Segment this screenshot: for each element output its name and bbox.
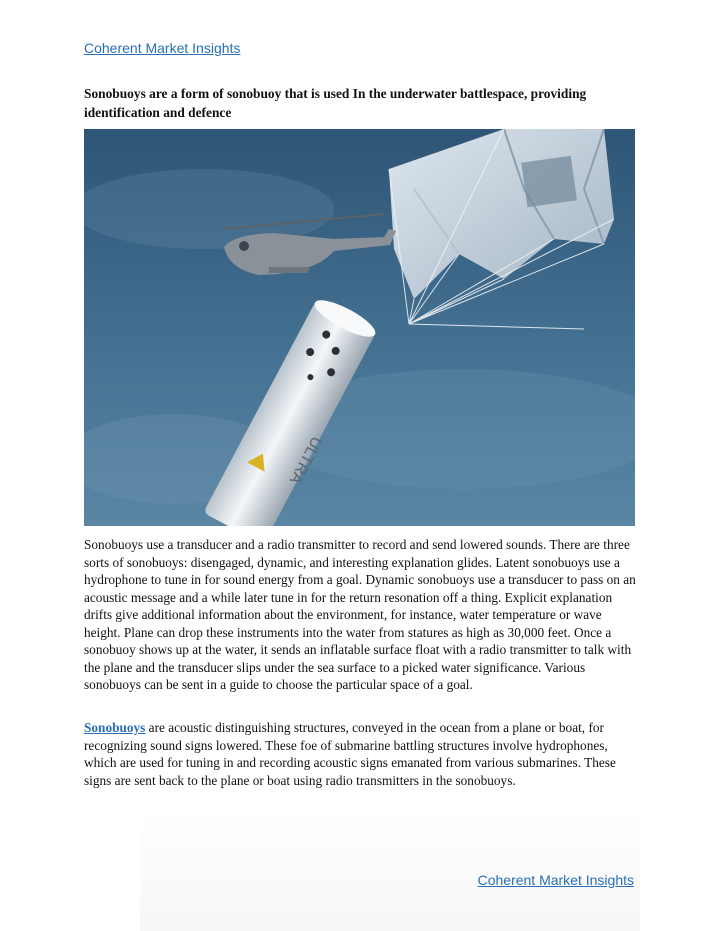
footer-link[interactable]: Coherent Market Insights [477,872,634,888]
page-background-shade [140,810,640,931]
buoy-marking: ULTRA [285,433,325,487]
sonobuoys-link[interactable]: Sonobuoys [84,720,146,735]
paragraph-1: Sonobuoys use a transducer and a radio transmitter to record and send lowered sounds. There are three sorts of sonobuoys: disengaged, dynamic, and interesting explanation glides. Latent sonobuoys use a hydrophone to tune in for sound energy from a goal. Dynamic sonobuoys use a transducer to pass on an acoustic message and a while later tune in for the return resonation off a thing. Explicit explanation drifts give additional information about the environment, for instance, water temperature or wave height. Plane can drop these instruments into the water from statures as high as 30,000 feet. Once a sonobuoy shows up at the water, it sends an inflatable surface float with a radio transmitter to talk with the plane and the transducer slips under the sea surface to a picked water significance. Various sonobuoys can be sent in a guide to choose the particular space of a goal. [84,537,636,692]
paragraph-2-text: are acoustic distinguishing structures, conveyed in the ocean from a plane or boat, for recognizing sound signs lowered. These foe of submarine battling structures involve hydrophones, which are used for tuning in and recording acoustic signs emanated from various submarines. These signs are sent back to the plane or boat using radio transmitters in the sonobuoys. [84,720,616,788]
paragraph-2 [84,719,640,789]
sonobuoy-photo [84,129,635,526]
document-title: Sonobuoys are a form of sonobuoy that is used In the underwater battlespace, providing identification and defence [84,86,587,120]
header-link[interactable]: Coherent Market Insights [84,40,241,56]
